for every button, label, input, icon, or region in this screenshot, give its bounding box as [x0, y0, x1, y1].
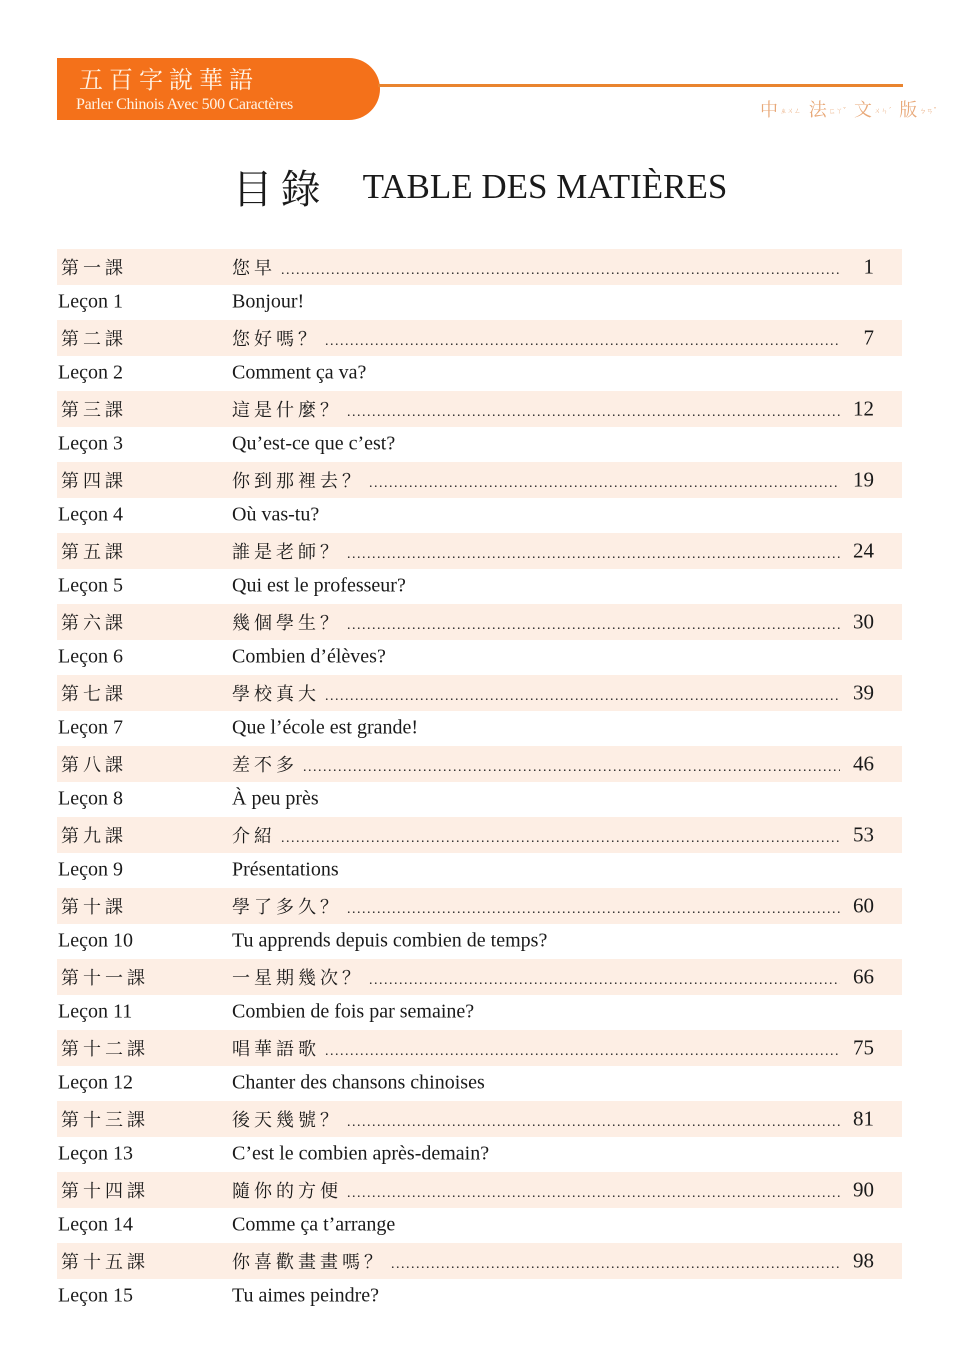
lesson-title-fr: Qui est le professeur?: [232, 574, 406, 597]
page-number: 66: [853, 964, 874, 989]
toc-entry-fr[interactable]: [57, 356, 902, 392]
book-title-fr: Parler Chinois Avec 500 Caractères: [76, 96, 293, 113]
toc-entry-zh[interactable]: [57, 391, 902, 427]
lesson-number-fr: Leçon 6: [58, 645, 123, 668]
toc-entry-zh[interactable]: [57, 533, 902, 569]
page-number: 46: [853, 751, 874, 776]
lesson-title-zh: 差不多 .....: [232, 751, 840, 777]
edition-char: 版: [899, 100, 920, 121]
toc-entry-zh[interactable]: [57, 1101, 902, 1137]
zhuyin-annotation: ㄅㄢˇ: [919, 107, 937, 115]
lesson-title-zh: 你到那裡去？ .....: [232, 467, 840, 493]
lesson-title-fr: C’est le combien après-demain?: [232, 1142, 490, 1165]
toc-entry-fr[interactable]: [57, 711, 902, 747]
page-number: 7: [863, 325, 874, 350]
lesson-title-fr: Qu’est-ce que c’est?: [232, 432, 396, 455]
lesson-title-zh: 隨你的方便 .....: [232, 1177, 840, 1203]
lesson-number-zh: 第九課: [61, 825, 127, 847]
lesson-title-fr: Que l’école est grande!: [232, 716, 419, 739]
lesson-number-fr: Leçon 7: [58, 716, 123, 739]
lesson-number-zh: 第八課: [61, 754, 127, 776]
lesson-number-fr: Leçon 10: [58, 929, 133, 952]
toc-entry-zh[interactable]: [57, 746, 902, 782]
page-number: 24: [853, 538, 874, 563]
page-number: 81: [853, 1106, 874, 1131]
lesson-title-zh: 介紹 .....: [232, 822, 840, 848]
lesson-number-zh: 第五課: [61, 541, 127, 563]
toc-entry-fr[interactable]: [57, 285, 902, 321]
toc-entry-fr[interactable]: [57, 853, 902, 889]
page-title-fr: TABLE DES MATIÈRES: [362, 166, 728, 206]
lesson-title-fr: Combien de fois par semaine?: [232, 1000, 475, 1023]
lesson-number-fr: Leçon 12: [58, 1071, 133, 1094]
toc-entry-zh[interactable]: [57, 1172, 902, 1208]
lesson-title-zh: 唱華語歌 .....: [232, 1035, 840, 1061]
edition-label: [760, 96, 937, 122]
lesson-number-fr: Leçon 15: [58, 1284, 133, 1307]
toc-entry-zh[interactable]: [57, 888, 902, 924]
page-title: [0, 158, 960, 215]
lesson-number-zh: 第四課: [61, 470, 127, 492]
lesson-title-zh: 您好嗎？ .....: [232, 325, 840, 351]
toc-entry-fr[interactable]: [57, 1137, 902, 1173]
lesson-title-zh: 學了多久？ .....: [232, 893, 840, 919]
lesson-title-zh: 後天幾號？ .....: [232, 1106, 840, 1132]
edition-char: 中: [760, 100, 780, 121]
lesson-number-zh: 第三課: [61, 399, 127, 421]
lesson-number-zh: 第十一課: [61, 967, 149, 989]
toc-entry-fr[interactable]: [57, 1279, 902, 1315]
page-number: 98: [853, 1248, 874, 1273]
lesson-title-fr: À peu près: [232, 787, 319, 810]
lesson-title-fr: Où vas-tu?: [232, 503, 320, 526]
lesson-number-fr: Leçon 5: [58, 574, 123, 597]
lesson-number-fr: Leçon 1: [58, 290, 123, 313]
lesson-title-fr: Bonjour!: [232, 290, 305, 313]
lesson-title-fr: Comment ça va?: [232, 361, 367, 384]
page-number: 30: [853, 609, 874, 634]
toc-entry-zh[interactable]: [57, 462, 902, 498]
page-number: 53: [853, 822, 874, 847]
lesson-number-zh: 第十四課: [61, 1180, 149, 1202]
page-number: 19: [853, 467, 874, 492]
zhuyin-annotation: ㄈㄚˇ: [828, 107, 847, 115]
toc-entry-zh[interactable]: [57, 604, 902, 640]
book-title-zh: 五百字說華語: [79, 66, 259, 94]
lesson-number-fr: Leçon 8: [58, 787, 123, 810]
lesson-title-zh: 一星期幾次？ .....: [232, 964, 840, 990]
lesson-title-zh: 幾個學生？ .....: [232, 609, 840, 635]
page-number: 90: [853, 1177, 874, 1202]
page-title-zh: 目錄: [232, 167, 329, 213]
table-of-contents: [57, 249, 902, 1314]
toc-entry-fr[interactable]: [57, 1066, 902, 1102]
toc-entry-fr[interactable]: [57, 924, 902, 960]
lesson-number-zh: 第十三課: [61, 1109, 149, 1131]
zhuyin-annotation: ㄓㄨㄥ: [780, 107, 801, 115]
page-number: 12: [853, 396, 874, 421]
lesson-title-zh: 您早 .....: [232, 254, 840, 280]
lesson-number-fr: Leçon 14: [58, 1213, 133, 1236]
toc-entry-zh[interactable]: [57, 675, 902, 711]
lesson-number-fr: Leçon 11: [58, 1000, 133, 1023]
lesson-number-zh: 第十五課: [61, 1251, 149, 1273]
lesson-title-zh: 你喜歡畫畫嗎？ .....: [232, 1248, 840, 1274]
toc-entry-zh[interactable]: [57, 320, 902, 356]
page-number: 60: [853, 893, 874, 918]
page-number: 1: [863, 254, 874, 279]
lesson-title-fr: Comme ça t’arrange: [232, 1213, 396, 1236]
toc-entry-fr[interactable]: [57, 569, 902, 605]
lesson-number-fr: Leçon 3: [58, 432, 123, 455]
lesson-number-zh: 第六課: [61, 612, 127, 634]
lesson-title-zh: 誰是老師？ .....: [232, 538, 840, 564]
book-title-banner: [57, 58, 380, 120]
lesson-title-fr: Tu aimes peindre?: [232, 1284, 380, 1307]
toc-entry-fr[interactable]: [57, 498, 902, 534]
lesson-number-fr: Leçon 2: [58, 361, 123, 384]
toc-entry-zh[interactable]: [57, 817, 902, 853]
page-number: 39: [853, 680, 874, 705]
lesson-number-zh: 第十二課: [61, 1038, 149, 1060]
toc-entry-fr[interactable]: [57, 782, 902, 818]
toc-entry-zh[interactable]: [57, 1243, 902, 1279]
lesson-number-zh: 第七課: [61, 683, 127, 705]
lesson-number-zh: 第二課: [61, 328, 127, 350]
toc-entry-fr[interactable]: [57, 640, 902, 676]
lesson-number-fr: Leçon 4: [58, 503, 123, 526]
header-rule: [378, 84, 903, 87]
toc-entry-zh[interactable]: [57, 249, 902, 285]
lesson-title-fr: Chanter des chansons chinoises: [232, 1071, 485, 1094]
toc-entry-fr[interactable]: [57, 995, 902, 1031]
page-number: 75: [853, 1035, 874, 1060]
toc-entry-zh[interactable]: [57, 1030, 902, 1066]
zhuyin-annotation: ㄨㄣˊ: [873, 107, 892, 115]
edition-char: 文: [853, 100, 874, 121]
lesson-number-zh: 第十課: [61, 896, 127, 918]
toc-entry-zh[interactable]: [57, 959, 902, 995]
edition-char: 法: [808, 100, 829, 121]
lesson-title-fr: Présentations: [232, 858, 339, 881]
lesson-title-zh: 學校真大 .....: [232, 680, 840, 706]
lesson-number-fr: Leçon 13: [58, 1142, 133, 1165]
toc-entry-fr[interactable]: [57, 427, 902, 463]
lesson-title-zh: 這是什麼？ .....: [232, 396, 840, 422]
lesson-title-fr: Combien d’élèves?: [232, 645, 386, 668]
lesson-title-fr: Tu apprends depuis combien de temps?: [232, 929, 548, 952]
lesson-number-fr: Leçon 9: [58, 858, 123, 881]
toc-entry-fr[interactable]: [57, 1208, 902, 1244]
lesson-number-zh: 第一課: [61, 257, 127, 279]
